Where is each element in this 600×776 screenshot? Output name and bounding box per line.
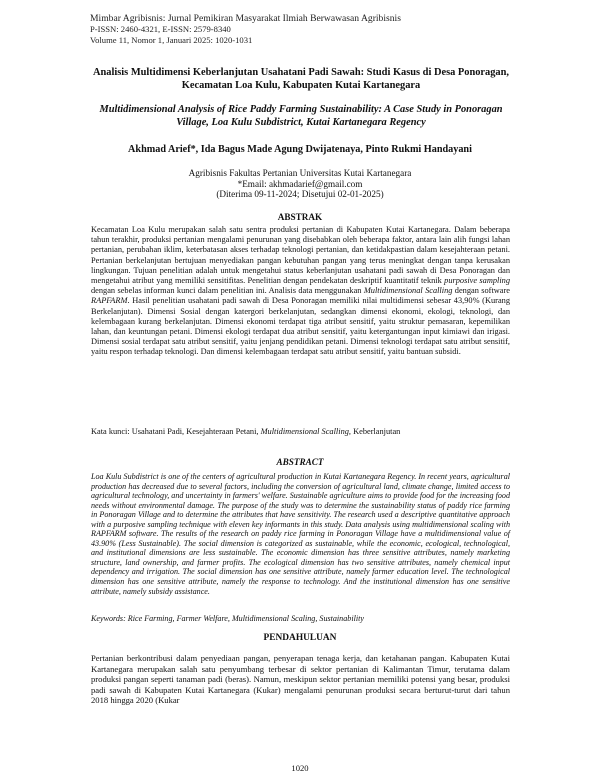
abstrak-text-2: dengan sebelas informan kunci dalam penelitian ini. Analisis data menggunakan [91, 286, 364, 296]
pendahuluan-heading: PENDAHULUAN [263, 633, 337, 643]
journal-volume: Volume 11, Nomor 1, Januari 2025: 1020-1031 [90, 34, 253, 45]
journal-name: Mimbar Agribisnis: Jurnal Pemikiran Masyarakat Ilmiah Berwawasan Agribisnis [90, 13, 401, 24]
keywords-english: Keywords: Rice Farming, Farmer Welfare, Multidimensional Scaling, Sustainability [91, 614, 364, 623]
author-list: Akhmad Arief*, Ida Bagus Made Agung Dwijatenaya, Pinto Rukmi Handayani [128, 144, 472, 155]
page-number: 1020 [291, 763, 309, 773]
abstrak-italic-2: Multidimensional Scalling [363, 286, 453, 296]
abstrak-italic-1: purposive sampling [444, 276, 510, 286]
journal-issn: P-ISSN: 2460-4321, E-ISSN: 2579-8340 [90, 24, 231, 34]
affiliation: Agribisnis Fakultas Pertanian Universitas Kutai Kartanegara [188, 168, 412, 178]
abstrak-body [91, 225, 510, 358]
abstrak-text-4: . Hasil penelitian usahatani padi sawah di Desa Ponoragan memiliki nilai multidimensi sebesar 43,90% (Kurang Berkelanjutan). Dimensi Sosial dengan katergori berkelanjutan, sedangkan dimensi ekonomi, ekologi, teknologi, dan kelembagaan kurang berkelanjutan. Dimensi ekonomi terdapat tiga atribut sensitif, yaitu struktur pemasaran, kepemilikan lahan, dan keuntungan petani. Dimensi ekologi terdapat dua atribut sensitif, yaitu ketergantungan input kimiawi dan irigasi. Dimensi sosial terdapat satu atribut sensitif, yaitu jenjang pendidikan petani. Dimensi teknologi terdapat satu atribut sensitif, yaitu respon terhadap teknologi. Dan dimensi kelembagaan terdapat satu atribut sensitif, yaitu bantuan subsidi. [91, 296, 510, 357]
kata-kunci [91, 427, 510, 437]
abstrak-text-3: dengan software [452, 286, 510, 296]
affiliation-block [150, 168, 450, 200]
abstract-heading: ABSTRACT [276, 457, 324, 467]
title-indonesian: Analisis Multidimensi Keberlanjutan Usahatani Padi Sawah: Studi Kasus di Desa Ponoragan, Kecamatan Loa Kulu, Kabupaten Kutai Kartanegara [93, 67, 509, 91]
pendahuluan-body: Pertanian berkontribusi dalam penyediaan pangan, penyerapan tenaga kerja, dan ketahanan pangan. Kabupaten Kutai Kartanegara merupakan salah satu penyumbang terbesar di sektor pertanian di Kalimantan Timur, terutama dalam produksi pangan seperti tanaman padi (beras). Namun, meskipun sektor pertanian memiliki potensi yang besar, produksi padi sawah di Kabupaten Kutai Kartanegara (Kukar) mengalami penurunan produksi secara berturut-turut dari tahun 2018 hingga 2020 (Kukar [91, 653, 510, 706]
abstract-body: Loa Kulu Subdistrict is one of the centers of agricultural production in Kutai Kartanegara Regency. In recent years, agricultural production has decreased due to several factors, including the conversion of agricultural land, climate change, limited access to agricultural technology, and uncertainty in farmers' welfare. Sustainable agriculture aims to provide food for the increasing food needs without environmental damage. The purpose of the study was to determine the sustainability status of paddy rice farming in Ponoragan Village and to determine the attributes that have sensitivity. The research used a descriptive quantitative approach with a purposive sampling technique with eleven key informants in this study. Data analysis using multidimensional scaling with RAPFARM software. The results of the research on paddy rice farming in Ponoragan Village have a multidimensional value of 43.90% (Less Sustainable). The social dimension is categorized as sustainable, while the economic, ecological, technological, and institutional dimensions are less sustainable. The economic dimension has three sensitive attributes, namely marketing structure, land ownership, and farmer profits. The ecological dimension has two sensitive attributes, namely chemical input dependency and irrigation. The social dimension has one sensitive attribute, namely farmer education level. The technological dimension has one sensitive attribute, namely the response to technology. And the institutional dimension has one sensitive attribute, namely subsidy assistance. [91, 472, 510, 596]
journal-header [90, 13, 401, 45]
kata-kunci-post: , Keberlanjutan [348, 427, 401, 436]
received-dates: (Diterima 09-11-2024; Disetujui 02-01-2025) [216, 189, 384, 200]
kata-kunci-pre: Kata kunci: Usahatani Padi, Kesejahteraan Petani, [91, 427, 261, 436]
abstrak-text-1: Kecamatan Loa Kulu merupakan salah satu sentra produksi pertanian di Kabupaten Kutai Kartanegara. Dalam beberapa tahun terakhir, produksi pertanian mengalami penurunan yang disebabkan oleh beberapa faktor, antara lain alih fungsi lahan pertanian, perubahan iklim, keterbatasan akses terhadap teknologi pertanian, dan ketidakpastian dalam kesejahteraan petani. Pertanian berkelanjutan bertujuan menyediakan pangan kebutuhan pangan yang terus meningkat dengan tanpa kerusakan lingkungan. Tujuan penelitian adalah untuk mengetahui status keberlanjutan usahatani padi sawah di Desa Ponoragan dan mengetahui atribut yang memiliki sensitifitas. Penelitian dengan pendekatan deskriptif kuantitatif teknik [91, 225, 510, 286]
kata-kunci-italic: Multidimensional Scalling [260, 427, 349, 436]
abstrak-heading: ABSTRAK [277, 212, 323, 222]
author-email: *Email: akhmadarief@gmail.com [237, 178, 363, 189]
abstrak-italic-3: RAPFARM [91, 296, 128, 306]
title-english: Multidimensional Analysis of Rice Paddy Farming Sustainability: A Case Study in Ponoragan Village, Loa Kulu Subdistrict, Kutai Kartanegara Regency [99, 104, 503, 128]
